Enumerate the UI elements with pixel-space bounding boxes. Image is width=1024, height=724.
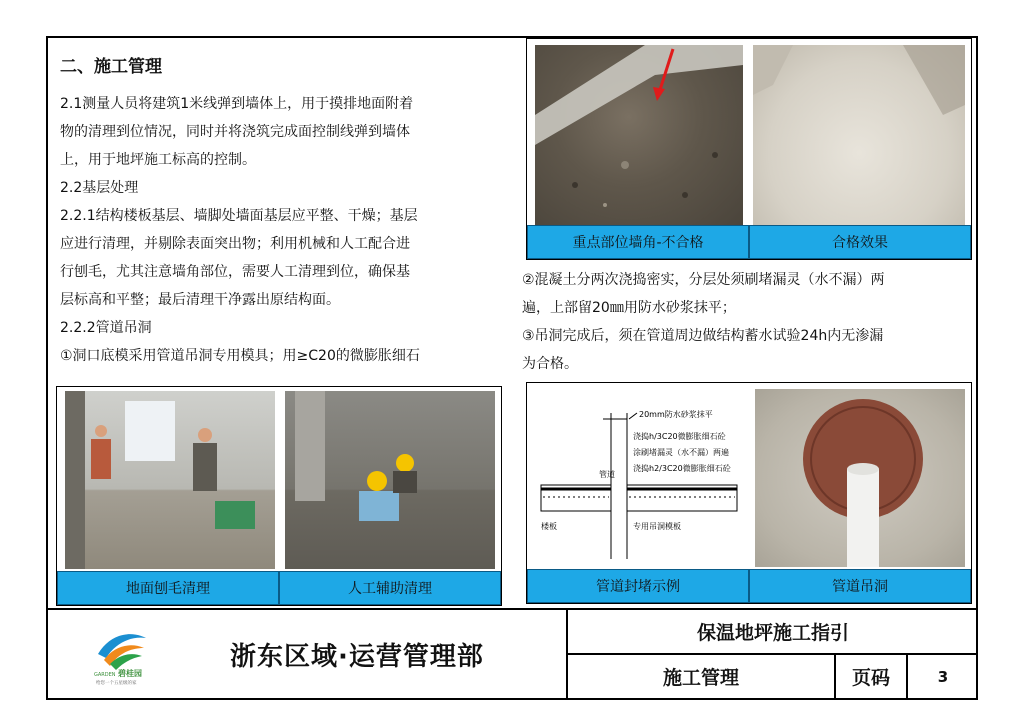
footer-info-table [566,610,978,700]
section-heading: 二、施工管理 [60,57,162,77]
pipe-seal-diagram-svg [533,389,745,567]
text-line: 物的清理到位情况，同时并将浇筑完成面控制线弹到墙体 [60,124,410,140]
floor-clean-photo [65,391,275,569]
diagram-label: 20mm防水砂浆抹平 [639,410,713,419]
diagram-label: 专用吊洞模板 [633,522,681,531]
company-logo [90,624,160,686]
text-line: 行刨毛，尤其注意墙角部位，需要人工清理到位，确保基 [60,264,410,280]
text-line: 遍，上部留20㎜用防水砂浆抹平； [522,300,736,316]
text-line: 2.2.2管道吊洞 [60,320,152,336]
text-line: 应进行清理，并剔除表面突出物；利用机械和人工配合进 [60,236,410,252]
caption-pipe-hole: 管道吊洞 [749,569,971,603]
diagram-label: 管道 [599,470,615,479]
paragraph-2-1 [60,90,510,370]
caption-corner-fail: 重点部位墙角-不合格 [527,225,749,259]
caption-qualified: 合格效果 [749,225,971,259]
diagram-label: 浇捣h2/3C20微膨胀细石砼 [633,464,731,473]
section-name: 施工管理 [568,655,836,698]
doc-title: 保温地坪施工指引 [568,610,978,655]
text-line: 2.1测量人员将建筑1米线弹到墙体上，用于摸排地面附着 [60,96,414,112]
page-number: 3 [937,667,949,686]
diagram-label: 涂刷堵漏灵（水不漏）两遍 [633,448,729,457]
photo-box-bottom-right [526,382,972,604]
caption-pipe-seal: 管道封堵示例 [527,569,749,603]
text-line: ③吊洞完成后，须在管道周边做结构蓄水试验24h内无渗漏 [522,328,884,344]
logo-slogan: 给您一个五星级的家 [96,681,137,686]
pipe-hole-photo [755,389,965,567]
corner-fail-photo [535,45,743,225]
qualified-photo [753,45,965,225]
text-line: ①洞口底模采用管道吊洞专用模具；用≥C20的微膨胀细石 [60,348,420,364]
paragraph-2-2-2-cont [522,266,974,378]
text-line: 2.2.1结构楼板基层、墙脚处墙面基层应平整、干燥；基层 [60,208,418,224]
page-label: 页码 [836,655,908,698]
diagram-label: 浇捣h/3C20微膨胀细石砼 [633,432,726,441]
logo-text: 碧桂园 [118,669,142,678]
text-line: 上，用于地坪施工标高的控制。 [60,152,256,168]
caption-manual-clean: 人工辅助清理 [279,571,501,605]
caption-floor-clean: 地面刨毛清理 [57,571,279,605]
pipe-seal-diagram [533,389,745,567]
department-name: 浙东区域·运营管理部 [230,642,484,672]
diagram-label: 楼板 [541,522,557,531]
footer-row [568,655,978,698]
text-line: ②混凝土分两次浇捣密实，分层处须刷堵漏灵（水不漏）两 [522,272,885,288]
text-line: 2.2基层处理 [60,180,139,196]
photo-box-bottom-left [56,386,502,606]
text-line: 层标高和平整；最后清理干净露出原结构面。 [60,292,340,308]
text-line: 为合格。 [522,356,578,372]
manual-clean-photo [285,391,495,569]
logo-sub: GARDEN [94,672,116,678]
photo-box-top-right [526,38,972,260]
